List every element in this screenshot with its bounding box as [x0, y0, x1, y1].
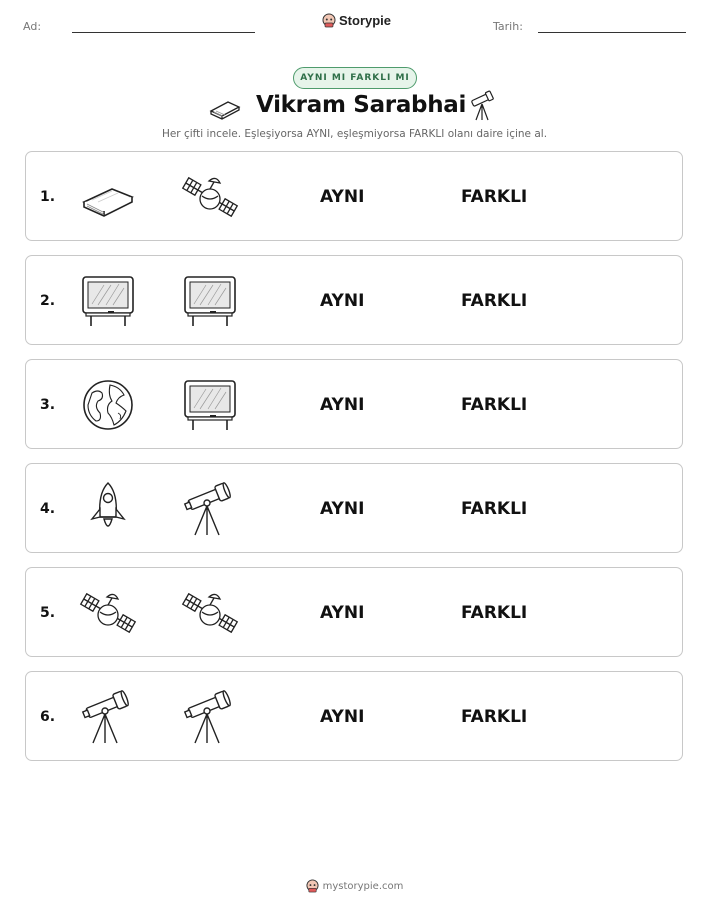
question-row	[25, 463, 683, 553]
title-row	[0, 90, 709, 124]
same-option[interactable]: AYNI	[320, 187, 365, 207]
telescope-icon	[468, 90, 498, 122]
footer	[0, 879, 709, 893]
question-row	[25, 151, 683, 241]
telescope-icon	[180, 689, 240, 745]
satellite-icon	[180, 169, 240, 225]
rocket-icon	[78, 481, 138, 537]
footer-url[interactable]: mystorypie.com	[322, 880, 404, 892]
worksheet-type-badge: AYNI MI FARKLI MI	[293, 67, 417, 89]
instructions: Her çifti incele. Eşleşiyorsa AYNI, eşleşmiyorsa FARKLI olanı daire içine al.	[161, 128, 548, 140]
telescope-icon	[180, 481, 240, 537]
question-number: 4.	[40, 501, 56, 517]
mascot-icon	[322, 13, 336, 28]
question-row	[25, 255, 683, 345]
satellite-icon	[180, 585, 240, 641]
date-line[interactable]	[538, 32, 686, 33]
same-option[interactable]: AYNI	[320, 395, 365, 415]
different-option[interactable]: FARKLI	[461, 291, 528, 311]
chalkboard-icon	[180, 377, 240, 433]
different-option[interactable]: FARKLI	[461, 707, 528, 727]
same-option[interactable]: AYNI	[320, 603, 365, 623]
question-row	[25, 671, 683, 761]
storypie-logo	[322, 13, 391, 28]
same-option[interactable]: AYNI	[320, 499, 365, 519]
same-option[interactable]: AYNI	[320, 707, 365, 727]
name-label: Ad:	[23, 20, 42, 33]
chalkboard-icon	[78, 273, 138, 329]
telescope-icon	[78, 689, 138, 745]
question-number: 2.	[40, 293, 56, 309]
question-number: 3.	[40, 397, 56, 413]
question-number: 1.	[40, 189, 56, 205]
question-row	[25, 567, 683, 657]
different-option[interactable]: FARKLI	[461, 499, 528, 519]
name-line[interactable]	[72, 32, 255, 33]
date-label: Tarih:	[493, 20, 523, 33]
different-option[interactable]: FARKLI	[461, 603, 528, 623]
question-number: 5.	[40, 605, 56, 621]
question-row	[25, 359, 683, 449]
different-option[interactable]: FARKLI	[461, 395, 528, 415]
page-title: Vikram Sarabhai	[256, 92, 467, 118]
globe-icon	[78, 377, 138, 433]
satellite-icon	[78, 585, 138, 641]
question-number: 6.	[40, 709, 56, 725]
book-icon	[208, 94, 242, 120]
chalkboard-icon	[180, 273, 240, 329]
mascot-icon	[306, 879, 319, 893]
same-option[interactable]: AYNI	[320, 291, 365, 311]
book-icon	[78, 169, 138, 225]
different-option[interactable]: FARKLI	[461, 187, 528, 207]
logo-text: Storypie	[339, 13, 392, 28]
